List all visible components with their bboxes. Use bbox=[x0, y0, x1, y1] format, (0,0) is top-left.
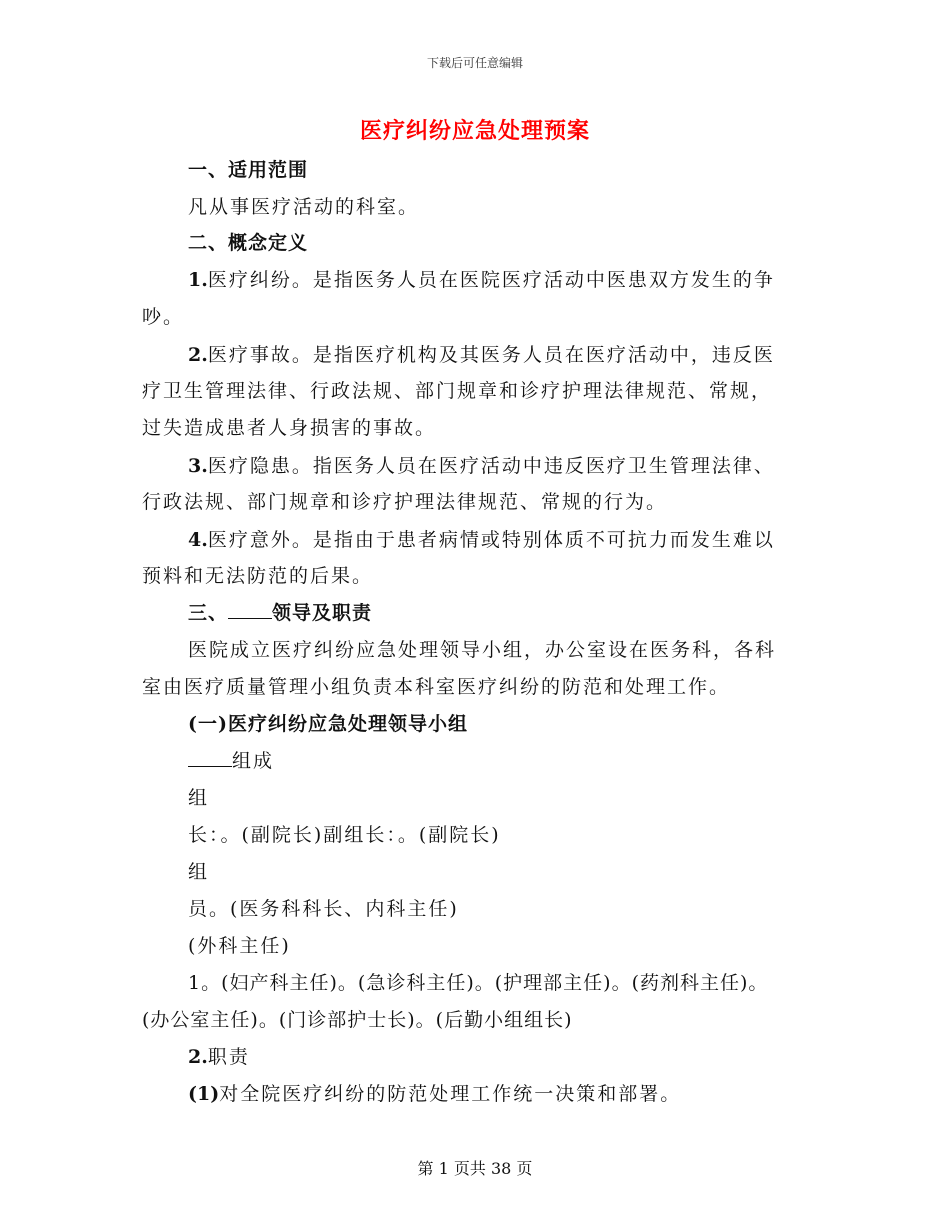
members-line4: (办公室主任)。(门诊部护士长)。(后勤小组组长) bbox=[142, 1009, 573, 1031]
section1-heading: 一、适用范围 bbox=[188, 159, 309, 181]
blank-underline bbox=[228, 600, 272, 619]
def1-number: 1. bbox=[188, 269, 208, 291]
section2-heading: 二、概念定义 bbox=[188, 232, 309, 254]
member-line: 员。(医务科科长、内科主任) bbox=[188, 898, 459, 920]
subsection1-heading: (一)医疗纠纷应急处理领导小组 bbox=[188, 713, 468, 735]
def2-number: 2. bbox=[188, 344, 208, 366]
def3-number: 3. bbox=[188, 455, 208, 477]
def4-line2: 预料和无法防范的后果。 bbox=[142, 565, 374, 587]
composition-line: 组成 bbox=[188, 748, 274, 774]
member-char: 组 bbox=[188, 861, 210, 883]
duty1-line: (1)对全院医疗纠纷的防范处理工作统一决策和部署。 bbox=[188, 1083, 682, 1105]
def3-line2: 行政法规、部门规章和诊疗护理法律规范、常规的行为。 bbox=[142, 491, 668, 513]
member-line2: (外科主任) bbox=[188, 935, 291, 957]
duty1-number: (1) bbox=[188, 1083, 220, 1105]
duties-heading: 2.职责 bbox=[188, 1046, 250, 1068]
section3-intro-line1: 医院成立医疗纠纷应急处理领导小组，办公室设在医务科，各科 bbox=[188, 639, 777, 661]
def3-line1: 3.医疗隐患。指医务人员在医疗活动中违反医疗卫生管理法律、 bbox=[188, 455, 775, 477]
duties-number: 2. bbox=[188, 1046, 208, 1068]
members-line3: 1。(妇产科主任)。(急诊科主任)。(护理部主任)。(药剂科主任)。 bbox=[188, 972, 769, 994]
section1-text: 凡从事医疗活动的科室。 bbox=[188, 196, 420, 218]
leader-char: 组 bbox=[188, 787, 210, 809]
def4-line1: 4.医疗意外。是指由于患者病情或特别体质不可抗力而发生难以 bbox=[188, 529, 775, 551]
def2-line1: 2.医疗事故。是指医疗机构及其医务人员在医疗活动中，违反医 bbox=[188, 344, 775, 366]
section3-heading: 三、 领导及职责 bbox=[188, 602, 373, 624]
def4-number: 4. bbox=[188, 529, 208, 551]
document-title: 医疗纠纷应急处理预案 bbox=[359, 118, 590, 144]
blank-underline bbox=[188, 748, 232, 767]
leader-line: 长：。(副院长)副组长：。(副院长) bbox=[188, 824, 501, 846]
page-footer: 第 1 页共 38 页 bbox=[417, 1159, 533, 1178]
section3-intro-line2: 室由医疗质量管理小组负责本科室医疗纠纷的防范和处理工作。 bbox=[142, 676, 731, 698]
def1-line2: 吵。 bbox=[142, 306, 185, 328]
def2-line2: 疗卫生管理法律、行政法规、部门规章和诊疗护理法律规范、常规， bbox=[142, 380, 773, 402]
def1-line1: 1.医疗纠纷。是指医务人员在医院医疗活动中医患双方发生的争 bbox=[188, 269, 775, 291]
def2-line3: 过失造成患者人身损害的事故。 bbox=[142, 417, 437, 439]
header-note: 下载后可任意编辑 bbox=[426, 56, 523, 70]
